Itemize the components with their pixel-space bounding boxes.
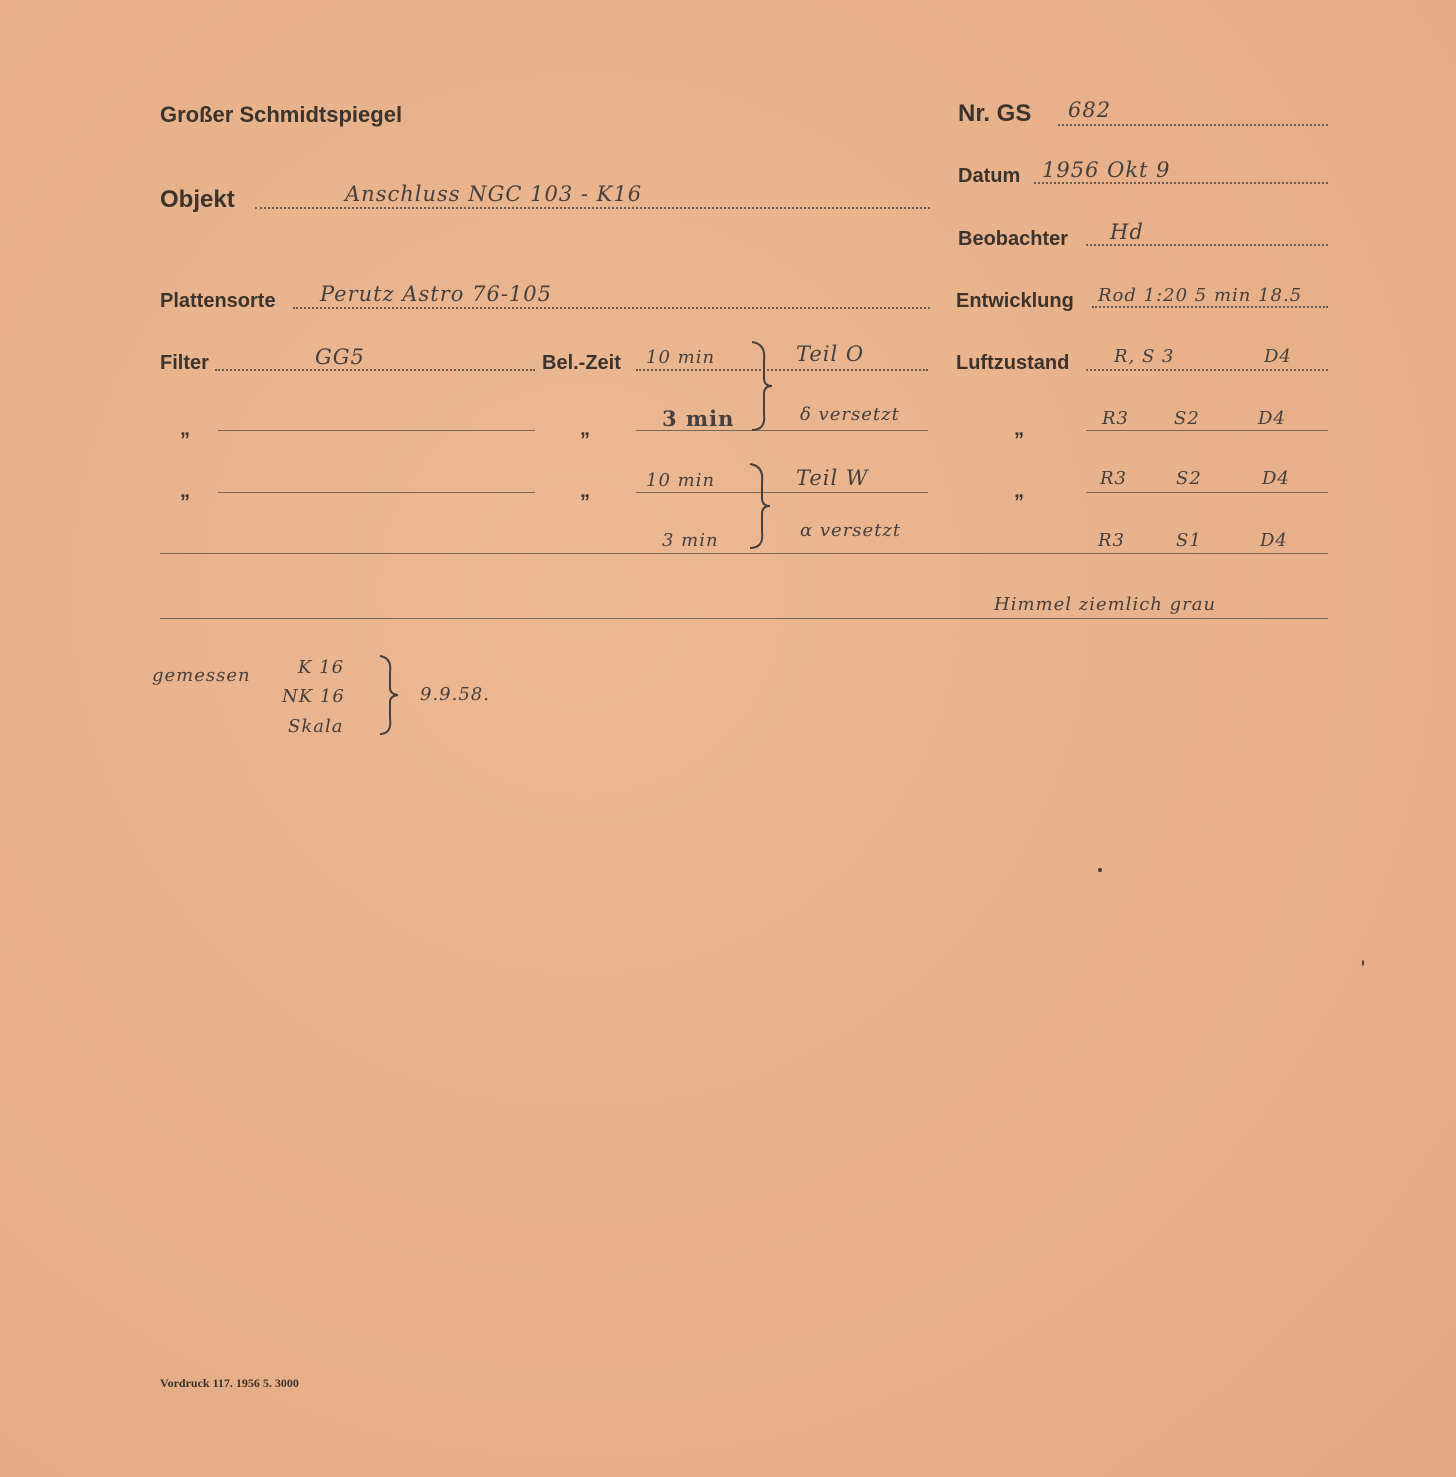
air-1-d: D4 [1264,346,1292,367]
ditto-luft-3: „ [1014,480,1024,502]
air-3-s: S2 [1176,468,1202,489]
paper-speck [1362,960,1364,966]
air-3-d: D4 [1262,468,1290,489]
exposure-note-2: δ versetzt [800,404,900,425]
entwicklung-line [1092,306,1328,308]
datum-line [1034,182,1328,184]
ditto-luft-2: „ [1014,418,1024,440]
air-1-rs: R, S 3 [1114,346,1175,367]
air-3-r: R3 [1100,468,1128,489]
air-4-s: S1 [1176,530,1202,551]
luftzustand-line-2 [1086,430,1328,431]
belzeit-line-3 [636,492,928,493]
sky-remark: Himmel ziemlich grau [994,594,1217,615]
separator-line-1 [160,553,1328,554]
filter-label: Filter [160,352,209,374]
form-footer: Vordruck 117. 1956 5. 3000 [160,1376,299,1390]
exposure-time-1: 10 min [646,347,716,368]
belzeit-line-1 [636,369,928,371]
belzeit-label: Bel.-Zeit [542,352,621,374]
exposure-time-3: 10 min [646,470,716,491]
plattensorte-value: Perutz Astro 76-105 [320,282,552,306]
notes-gemessen: gemessen [152,665,251,686]
datum-label: Datum [958,165,1021,187]
entwicklung-label: Entwicklung [956,290,1074,312]
ditto-filter-3: „ [180,480,190,502]
air-4-r: R3 [1098,530,1126,551]
ditto-belzeit-3: „ [580,480,590,502]
notes-date: 9.9.58. [420,684,490,705]
luftzustand-line-1 [1086,369,1328,371]
notes-item-2: NK 16 [282,686,345,707]
exposure-note-4: α versetzt [800,520,902,541]
notes-item-3: Skala [288,716,344,737]
nr-line [1058,124,1328,126]
brace-icon [746,460,776,552]
plattensorte-label: Plattensorte [160,290,276,312]
ditto-belzeit-2: „ [580,418,590,440]
brace-icon [376,652,404,738]
exposure-time-2: 3 min [662,406,735,431]
plattensorte-line [293,307,930,309]
exposure-time-4: 3 min [662,530,719,551]
beobachter-line [1086,244,1328,246]
paper-speck [1098,868,1102,872]
beobachter-label: Beobachter [958,228,1069,250]
ditto-filter-2: „ [180,418,190,440]
objekt-label: Objekt [160,186,235,213]
exposure-note-3: Teil W [796,466,869,490]
air-4-d: D4 [1260,530,1288,551]
filter-line [215,369,535,371]
objekt-value: Anschluss NGC 103 - K16 [345,182,643,206]
brace-icon [748,338,778,434]
luftzustand-label: Luftzustand [956,352,1070,374]
luftzustand-line-3 [1086,492,1328,493]
filter-line-2 [218,430,535,431]
beobachter-value: Hd [1110,220,1144,244]
card-title: Großer Schmidtspiegel [160,102,403,127]
filter-line-3 [218,492,535,493]
nr-value: 682 [1068,98,1112,122]
air-2-r: R3 [1102,408,1130,429]
filter-value: GG5 [315,345,365,369]
nr-label: Nr. GS [958,100,1032,127]
objekt-line [255,207,930,209]
datum-value: 1956 Okt 9 [1042,158,1171,182]
separator-line-2 [160,618,1328,619]
notes-item-1: K 16 [298,657,345,678]
entwicklung-value: Rod 1:20 5 min 18.5 [1098,285,1303,306]
air-2-s: S2 [1174,408,1200,429]
exposure-note-1: Teil O [796,342,865,366]
air-2-d: D4 [1258,408,1286,429]
